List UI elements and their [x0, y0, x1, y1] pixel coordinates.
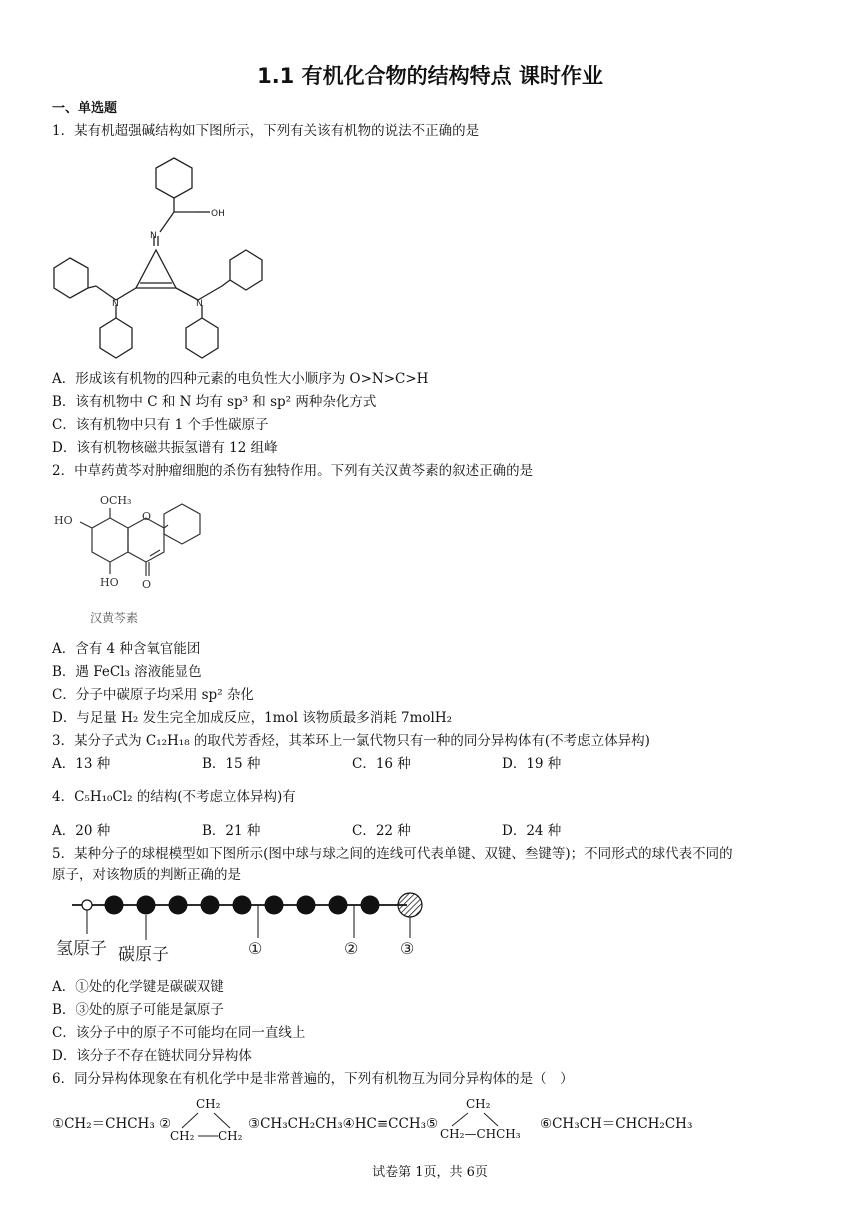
q2-figure-caption: 汉黄芩素: [90, 611, 139, 625]
q2-och3-label: OCH₃: [100, 494, 132, 507]
page-title: 1.1 有机化合物的结构特点 课时作业: [257, 64, 603, 88]
q2-option-c: C．分子中碳原子均采用 sp² 杂化: [52, 687, 254, 703]
q1-option-c: C．该有机物中只有 1 个手性碳原子: [52, 417, 269, 433]
q5-carbon-label: 碳原子: [118, 945, 169, 965]
q5-marker-3: ③: [400, 939, 415, 958]
q4-option-d: D．24 种: [502, 823, 562, 839]
q6-stem: 6．同分异构体现象在有机化学中是非常普遍的，下列有机物互为同分异构体的是（ ）: [52, 1071, 574, 1087]
q6-compound-1: ①CH₂＝CHCH₃ ②: [52, 1116, 172, 1132]
q1-n-label-right: N: [196, 299, 203, 309]
q2-ring-o-label: O: [142, 510, 152, 523]
q2-option-a: A．含有 4 种含氧官能团: [52, 641, 201, 657]
q2-stem: 2．中草药黄芩对肿瘤细胞的杀伤有独特作用。下列有关汉黄芩素的叙述正确的是: [52, 463, 534, 479]
q3-option-c: C．16 种: [352, 756, 411, 772]
q2-option-d: D．与足量 H₂ 发生完全加成反应，1mol 该物质最多消耗 7molH₂: [52, 710, 453, 726]
q1-structure-figure: [50, 150, 290, 365]
q4-option-b: B．21 种: [202, 823, 261, 839]
q5-option-c: C．该分子中的原子不可能均在同一直线上: [52, 1025, 306, 1041]
q1-stem: 1．某有机超强碱结构如下图所示，下列有关该有机物的说法不正确的是: [52, 123, 480, 139]
q5-option-a: A．①处的化学键是碳碳双键: [52, 979, 224, 995]
q1-oh-label: OH: [211, 209, 225, 219]
q5-hydrogen-label: 氢原子: [56, 939, 107, 959]
q2-ho-label-bottom: HO: [100, 576, 119, 589]
q5-stem-line2: 原子，对该物质的判断正确的是: [52, 867, 241, 883]
q5-option-b: B．③处的原子可能是氯原子: [52, 1002, 224, 1018]
q1-option-a: A．形成该有机物的四种元素的电负性大小顺序为 O>N>C>H: [52, 371, 429, 387]
q4-option-a: A．20 种: [52, 823, 111, 839]
q1-n-label-left: N: [112, 299, 119, 309]
q6-cyclopropane-top: CH₂: [196, 1097, 221, 1111]
q6-compound-3-4: ③CH₃CH₂CH₃④HC≡CCH₃⑤: [248, 1116, 439, 1132]
q2-ho-label-left: HO: [54, 514, 73, 527]
q5-ball-stick-model: [52, 888, 442, 968]
q5-marker-2: ②: [344, 939, 359, 958]
q3-option-a: A．13 种: [52, 756, 111, 772]
q6-methylcyclopropane-top: CH₂: [466, 1097, 491, 1111]
q6-cyclopropane: [170, 1095, 250, 1145]
q3-stem: 3．某分子式为 C₁₂H₁₈ 的取代芳香烃，其苯环上一氯代物只有一种的同分异构体有(不考虑立体异构): [52, 733, 650, 749]
q1-option-d: D．该有机物核磁共振氢谱有 12 组峰: [52, 440, 278, 456]
q5-stem-line1: 5．某种分子的球棍模型如下图所示(图中球与球之间的连线可代表单键、双键、叁键等)；不同形式的球代表不同的: [52, 846, 733, 862]
q4-option-c: C．22 种: [352, 823, 411, 839]
q4-stem: 4．C₅H₁₀Cl₂ 的结构(不考虑立体异构)有: [52, 789, 296, 805]
q3-option-b: B．15 种: [202, 756, 261, 772]
q1-n-label-top: N: [150, 231, 157, 241]
q6-compound-6: ⑥CH₃CH＝CHCH₂CH₃: [540, 1116, 693, 1132]
page-footer: 试卷第 1页，共 6页: [372, 1165, 488, 1180]
q6-methylcyclopropane-bottom: CH₂—CHCH₃: [440, 1127, 521, 1141]
q2-carbonyl-o-label: O: [142, 578, 152, 591]
section-heading: 一、单选题: [52, 101, 118, 116]
q3-option-d: D．19 种: [502, 756, 562, 772]
q2-option-b: B．遇 FeCl₃ 溶液能显色: [52, 664, 202, 680]
q5-marker-1: ①: [248, 939, 263, 958]
q2-structure-figure: [50, 490, 220, 630]
q6-cyclopropane-right: CH₂: [218, 1129, 243, 1143]
q1-option-b: B．该有机物中 C 和 N 均有 sp³ 和 sp² 两种杂化方式: [52, 394, 377, 410]
q6-cyclopropane-left: CH₂: [170, 1129, 195, 1143]
q5-option-d: D．该分子不存在链状同分异构体: [52, 1048, 252, 1064]
q6-methylcyclopropane: [440, 1095, 540, 1145]
